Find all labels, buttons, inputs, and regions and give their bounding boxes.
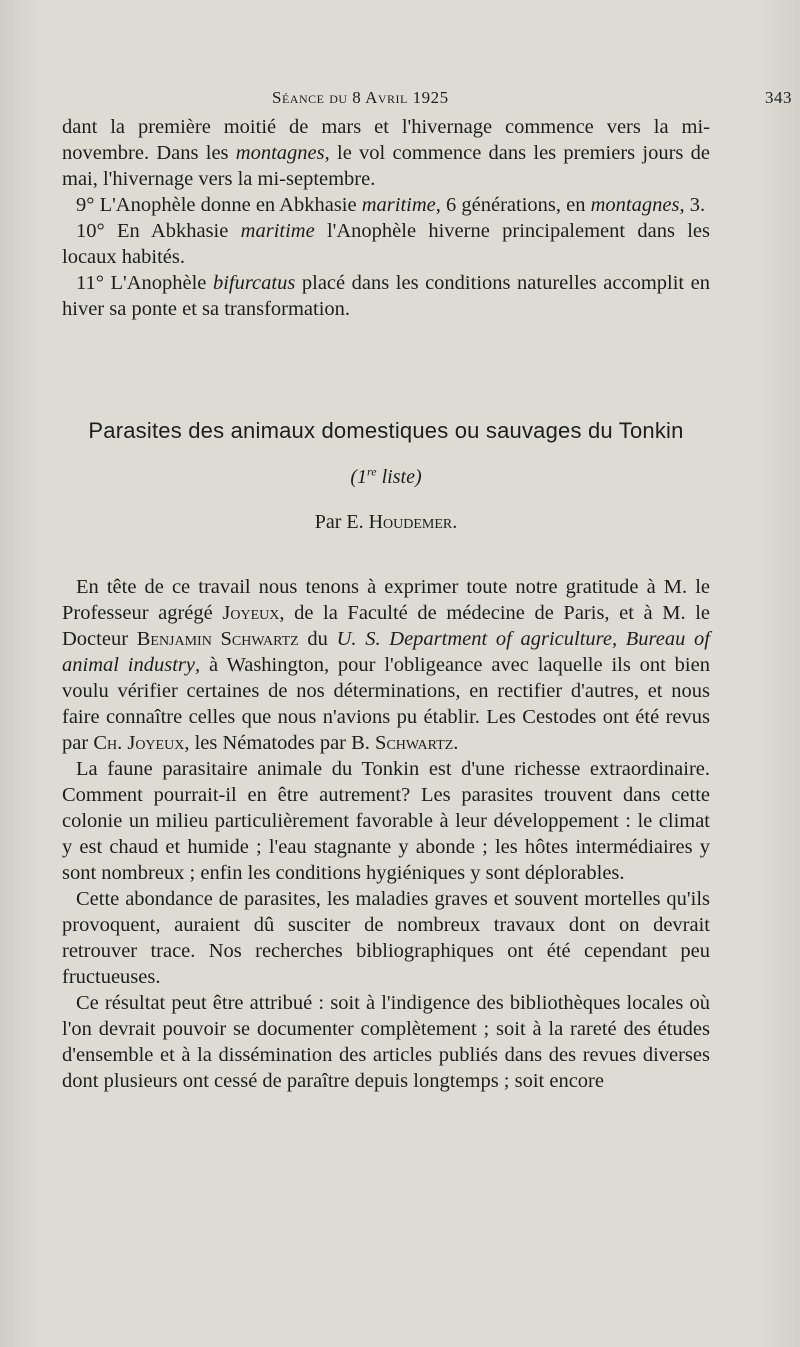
paragraph-3: 10° En Abkhasie maritime l'Anophèle hiverne principalement dans les locaux habités. [62,220,711,268]
article-subtitle: (1re liste) [350,464,422,488]
body-paragraph-2: La faune parasitaire animale du Tonkin est d'une richesse extraordinaire. Comment pourrait-il en être autrement? Les parasites trouvent dans cette colonie un milieu particulièrement favorable à leur développement : le climat y est chaud et humide ; l'eau stagnante y abonde ; les hôtes intermédiaires y sont nombreux ; enfin les conditions hygiéniques y sont déplorables. [62,758,710,884]
body-paragraph-1: En tête de ce travail nous tenons à exprimer toute notre gratitude à M. le Professeur agrégé Joyeux, de la Faculté de médecine de Paris, et à M. le Docteur Benjamin Schwartz du U. S. Department of agriculture, Bureau of animal industry, à Washington, pour l'obligeance avec laquelle ils ont bien voulu vérifier certaines de nos déterminations, en rectifier d'autres, et nous faire connaître celles que nous n'avions pu établir. Les Cestodes ont été revus par Ch. Joyeux, les Nématodes par B. Schwartz. [62,576,711,754]
article-body [62,574,710,1094]
article-author: Par E. Houdemer. [314,511,458,533]
running-head-title: Séance du 8 Avril 1925 [272,88,449,107]
body-paragraph-3: Cette abondance de parasites, les maladies graves et souvent mortelles qu'ils provoquent, auraient dû susciter de nombreux travaux dont on devrait retrouver trace. Nos recherches bibliographiques ont été cependant peu fructueuses. [62,888,710,988]
body-paragraph-4: Ce résultat peut être attribué : soit à l'indigence des bibliothèques locales où l'on devrait pouvoir se documenter complètement ; soit à la rareté des études d'ensemble et à la dissémination des articles publiés dans des revues diverses dont plusieurs ont cessé de paraître depuis longtemps ; soit encore [62,992,710,1092]
paragraph-4: 11° L'Anophèle bifurcatus placé dans les conditions naturelles accomplit en hiver sa ponte et sa transformation. [62,272,710,320]
paragraph-2: 9° L'Anophèle donne en Abkhasie maritime, 6 générations, en montagnes, 3. [76,194,706,216]
page-number: 343 [765,88,792,107]
paragraph-1: dant la première moitié de mars et l'hivernage commence vers la mi-novembre. Dans les montagnes, le vol commence dans les premiers jours de mai, l'hivernage vers la mi-septembre. [62,116,710,190]
article-title: Parasites des animaux domestiques ou sauvages du Tonkin [88,418,684,443]
running-head [62,84,792,114]
